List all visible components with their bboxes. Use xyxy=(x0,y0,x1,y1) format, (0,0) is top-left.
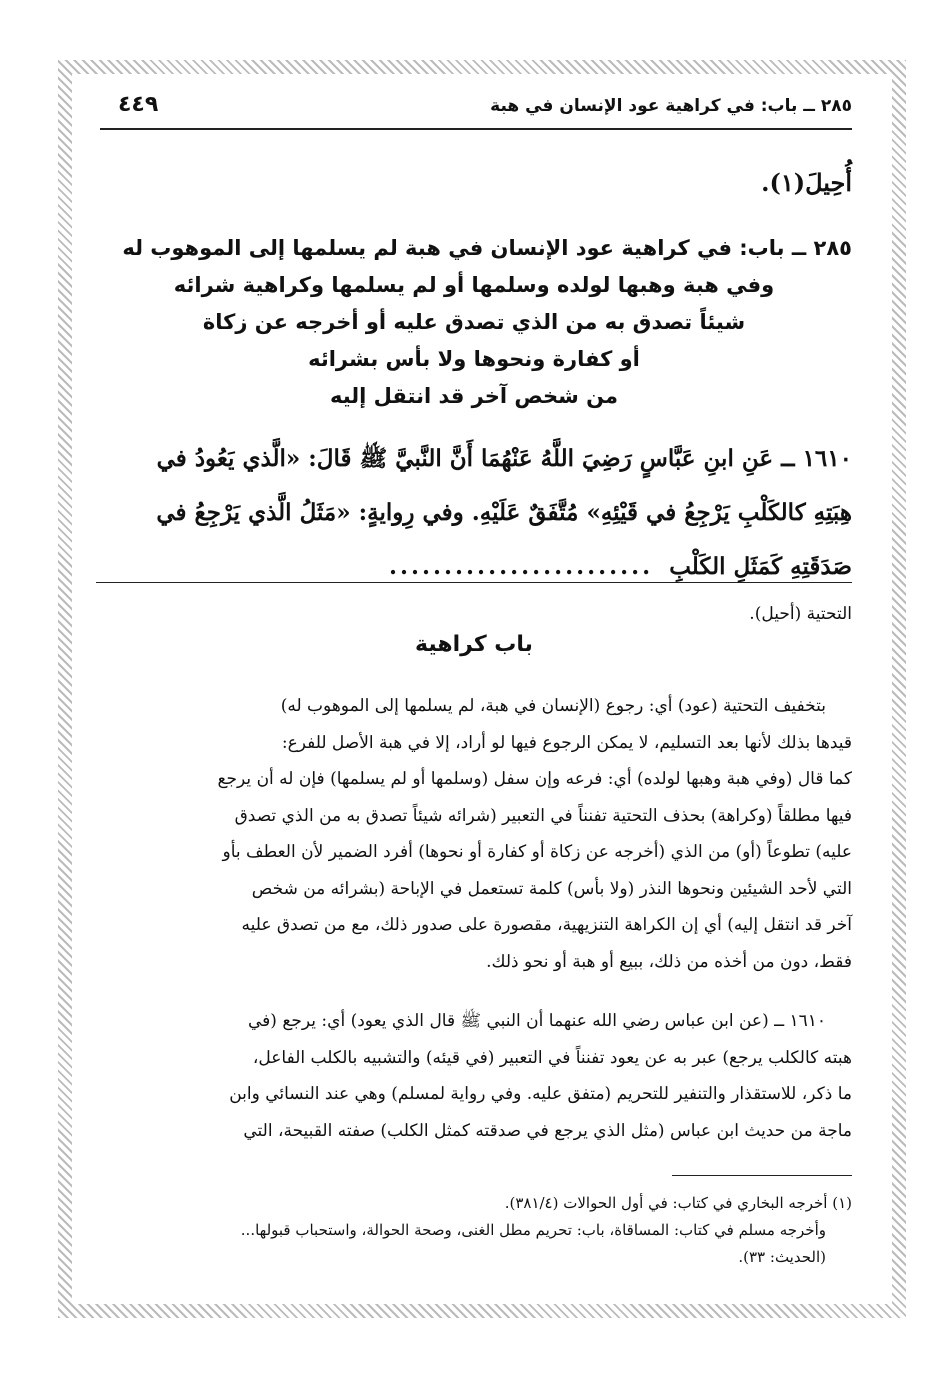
footnote-divider xyxy=(672,1175,852,1176)
commentary-line: التحتية (أحيل). xyxy=(749,604,852,624)
chapter-title-line: شيئاً تصدق به من الذي تصدق عليه أو أخرجه عن زكاة xyxy=(202,310,746,334)
section-divider xyxy=(96,582,852,583)
commentary-line: هبته كالكلب يرجع) عبر به عن يعود تفنناً في التعبير (في قيئه) والتشبيه بالكلب الفاعل، xyxy=(252,1047,852,1068)
footnote-line: (١) أخرجه البخاري في كتاب: في أول الحوالات (٣٨١/٤). xyxy=(504,1194,852,1212)
commentary-line: ١٦١٠ ــ (عن ابن عباس رضي الله عنهما أن النبي ﷺ قال الذي يعود) أي: يرجع (في xyxy=(248,1011,826,1031)
chapter-title-line: من شخص آخر قد انتقل إليه xyxy=(329,384,619,408)
page-number: ٤٤٩ xyxy=(118,92,159,117)
hadith-line: هِبَتِهِ كالكَلْبِ يَرْجِعُ في قَيْئِهِ» مُتَّفَقٌ عَلَيْهِ. وفي رِوايةٍ: «مَثَلُ الَّذي يَرْجِعُ في xyxy=(156,499,852,526)
commentary-line: فيها مطلقاً (وكراهة) بحذف التحتية تفنناً في التعبير (شرائه شيئاً تصدق به من الذي تصدق xyxy=(234,805,852,826)
continuation-text: أُحِيلَ(١). xyxy=(761,168,852,197)
chapter-title-line: وفي هبة وهبها لولده وسلمها أو لم يسلمها وكراهية شرائه xyxy=(173,273,775,297)
hadith-line xyxy=(96,540,852,594)
commentary-line: التي لأحد الشيئين ونحوها النذر (ولا بأس) كلمة تستعمل في الإباحة (بشرائه من شخص xyxy=(251,878,852,899)
commentary-line: عليه) تطوعاً (أو) من الذي (أخرجه عن زكاة أو كفارة أو نحوها) أفرد الضمير لأن العطف بأو xyxy=(222,842,852,862)
hadith-line: ١٦١٠ ــ عَنِ ابنِ عَبَّاسٍ رَضِيَ اللَّهُ عَنْهُمَا أَنَّ النَّبيَّ ﷺ قَالَ: «الَّذي يَعُودُ في xyxy=(156,445,852,472)
commentary-line: فقط، دون من أخذه من ذلك، ببيع أو هبة أو نحو ذلك. xyxy=(486,951,852,972)
commentary-top-line xyxy=(96,596,852,633)
commentary-line: قيدها بذلك لأنها بعد التسليم، لا يمكن الرجوع فيها لو أراد، إلا في هبة الأصل للفرع: xyxy=(281,732,852,753)
footnote-line: وأخرجه مسلم في كتاب: المساقاة، باب: تحريم مطل الغنى، وصحة الحوالة، واستحباب قبولها... xyxy=(240,1221,826,1239)
commentary-line: ماجة من حديث ابن عباس (مثل الذي يرجع في صدقته كمثل الكلب) صفته القبيحة، التي xyxy=(243,1120,852,1141)
chapter-title xyxy=(96,230,852,415)
commentary-line: ما ذكر، للاستقذار والتنفير للتحريم (متفق عليه. وفي رواية لمسلم) وهي عند النسائي وابن xyxy=(229,1084,852,1104)
chapter-title-line: ٢٨٥ ــ باب: في كراهية عود الإنسان في هبة لم يسلمها إلى الموهوب له xyxy=(122,236,852,260)
commentary-line: آخر قد انتقل إليه) أي إن الكراهة التنزيهية، مقصورة على صدور ذلك، مع من تصدق عليه xyxy=(241,915,852,935)
footnote-line: (الحديث: ٣٣). xyxy=(738,1248,826,1266)
commentary-paragraph-2 xyxy=(96,1003,852,1149)
page-header xyxy=(100,92,852,130)
commentary-heading: باب كراهية xyxy=(415,632,533,657)
commentary-line: كما قال (وفي هبة وهبها لولده) أي: فرعه وإن سفل (وسلمها أو لم يسلمها) فإن له أن يرجع xyxy=(217,769,852,789)
hadith-line-text: صَدَقَتِهِ كَمَثَلِ الكَلْبِ xyxy=(669,553,852,580)
commentary-paragraph-1 xyxy=(96,688,852,980)
running-title: ٢٨٥ ــ باب: في كراهية عود الإنسان في هبة xyxy=(490,96,852,116)
hadith-dots: ........................ xyxy=(389,553,654,580)
footnotes xyxy=(96,1190,852,1271)
hadith-text xyxy=(96,432,852,594)
commentary-line: بتخفيف التحتية (عود) أي: رجوع (الإنسان في هبة، لم يسلمها إلى الموهوب له) xyxy=(280,696,826,716)
chapter-title-line: أو كفارة ونحوها ولا بأس بشرائه xyxy=(308,347,640,371)
